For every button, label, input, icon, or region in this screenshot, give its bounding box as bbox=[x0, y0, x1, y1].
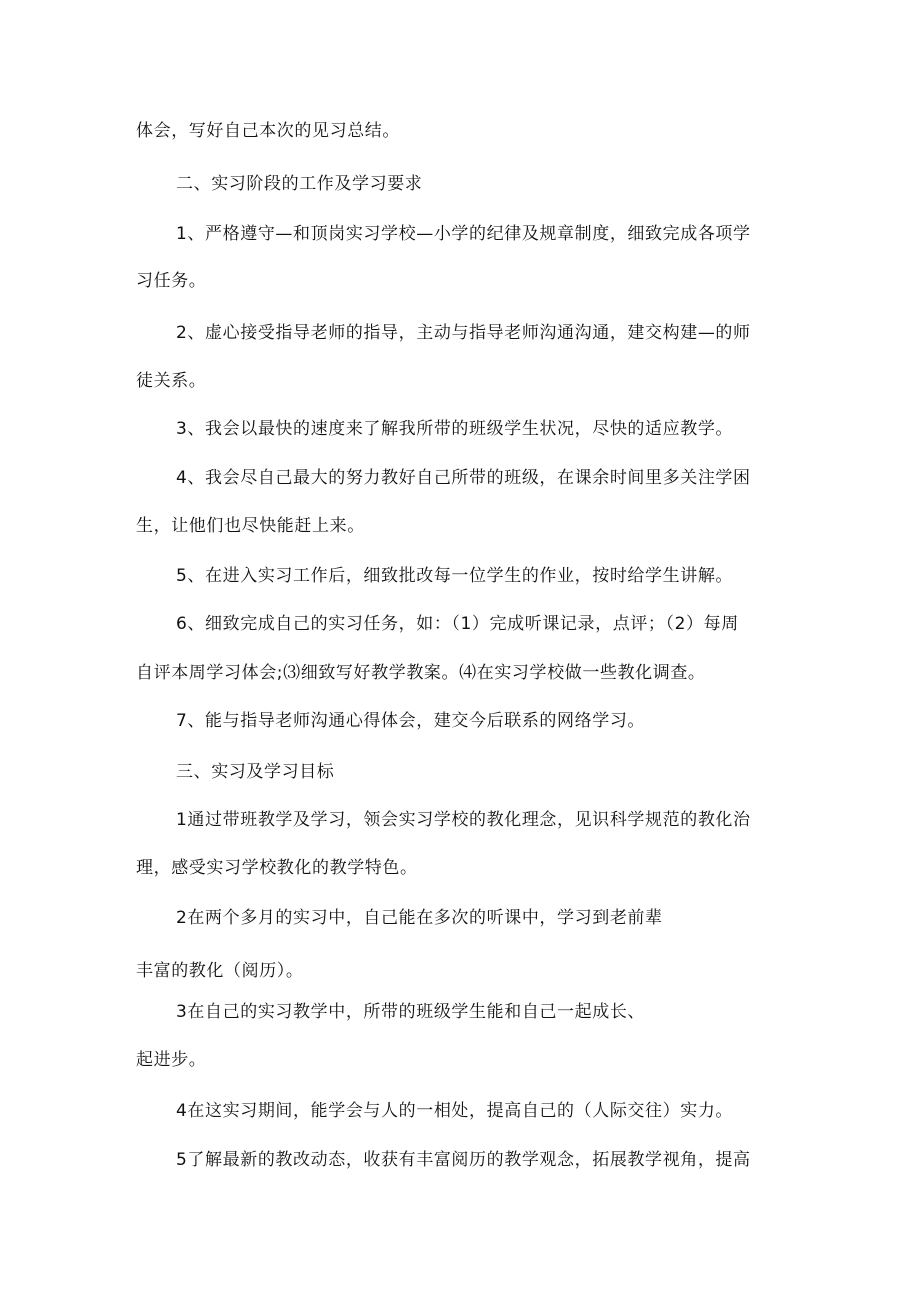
text-line: 1、严格遵守—和顶岗实习学校—小学的纪律及规章制度，细致完成各项学 bbox=[176, 224, 751, 244]
text-line: 5、在进入实习工作后，细致批改每一位学生的作业，按时给学生讲解。 bbox=[176, 566, 734, 586]
text-line: 徒关系。 bbox=[136, 371, 207, 391]
text-line: 5了解最新的教改动态，收获有丰富阅历的教学观念，拓展教学视角，提高 bbox=[176, 1150, 751, 1170]
text-line: 2在两个多月的实习中，自己能在多次的听课中，学习到老前辈 bbox=[176, 908, 663, 928]
text-line: 3、我会以最快的速度来了解我所带的班级学生状况，尽快的适应教学。 bbox=[176, 419, 734, 439]
text-line: 生，让他们也尽快能赶上来。 bbox=[136, 516, 365, 536]
text-line: 习任务。 bbox=[136, 271, 207, 291]
text-line: 体会，写好自己本次的见习总结。 bbox=[136, 121, 400, 141]
section-heading: 二、实习阶段的工作及学习要求 bbox=[176, 174, 423, 194]
text-line: 自评本周学习体会;⑶细致写好教学教案。⑷在实习学校做一些教化调查。 bbox=[136, 663, 706, 683]
text-line: 3在自己的实习教学中，所带的班级学生能和自己一起成长、 bbox=[176, 1002, 646, 1022]
text-line: 4、我会尽自己最大的努力教好自己所带的班级，在课余时间里多关注学困 bbox=[176, 468, 751, 488]
text-line: 2、虚心接受指导老师的指导，主动与指导老师沟通沟通，建交构建—的师 bbox=[176, 323, 751, 343]
text-line: 4在这实习期间，能学会与人的一相处，提高自己的（人际交往）实力。 bbox=[176, 1101, 734, 1121]
text-line: 7、能与指导老师沟通心得体会，建交今后联系的网络学习。 bbox=[176, 711, 646, 731]
section-heading: 三、实习及学习目标 bbox=[176, 762, 335, 782]
text-line: 起进步。 bbox=[136, 1050, 207, 1070]
text-line: 1通过带班教学及学习，领会实习学校的教化理念，见识科学规范的教化治 bbox=[176, 810, 751, 830]
text-line: 丰富的教化（阅历）。 bbox=[136, 961, 304, 981]
text-line: 6、细致完成自己的实习任务，如：（1）完成听课记录，点评；（2）每周 bbox=[176, 614, 739, 634]
text-line: 理，感受实习学校教化的教学特色。 bbox=[136, 858, 418, 878]
